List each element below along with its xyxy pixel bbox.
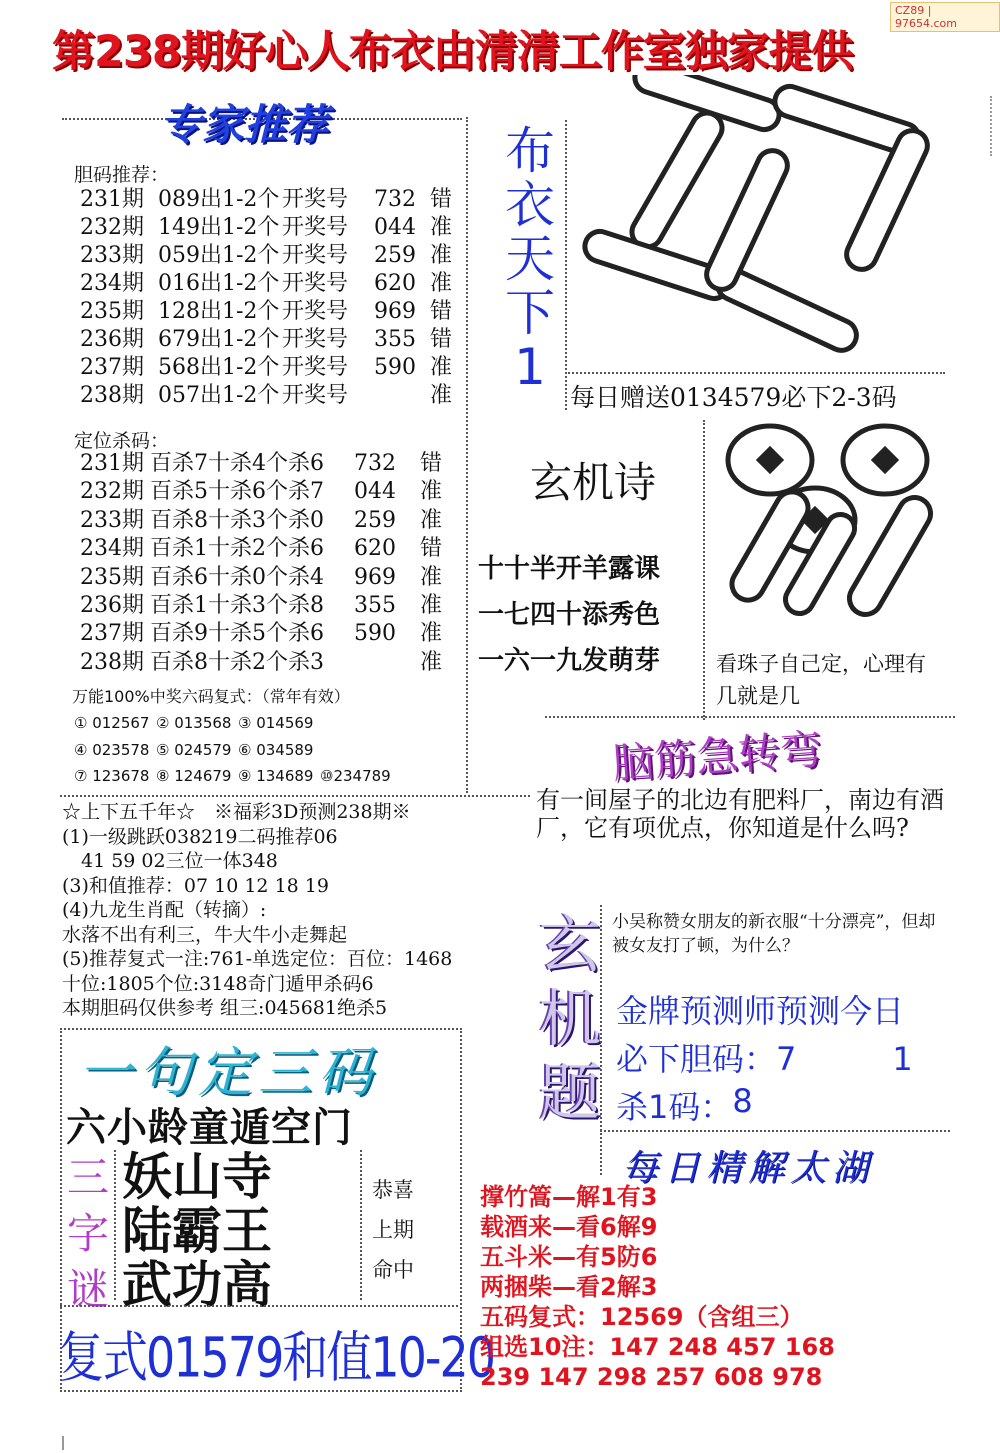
taihu-title: 每日精解太湖 xyxy=(622,1148,875,1189)
dan-label: 开奖号 xyxy=(282,215,349,240)
dan-number: 044 xyxy=(374,215,416,240)
dan-period: 237期 xyxy=(80,355,144,380)
kill-pick: 百杀1十杀3个杀8 xyxy=(150,593,324,619)
taihu-line: 撑竹篙—解1有3 xyxy=(480,1183,658,1211)
wuqian-line: 41 59 02三位一体348 xyxy=(62,850,278,872)
kill-row xyxy=(80,649,450,677)
gold-kill-label: 杀1码： xyxy=(616,1088,733,1126)
kill-list xyxy=(80,450,450,677)
wanneng-item: ④ 023578 xyxy=(74,740,150,759)
wuqian-line: (5)推荐复式一注:761-单选定位：百位：1468 xyxy=(62,948,453,970)
kill-period: 233期 xyxy=(80,507,144,533)
dan-result: 错 xyxy=(430,299,453,324)
taihu-line: 239 147 298 257 608 978 xyxy=(480,1363,823,1391)
wanneng-item: ⑦ 123678 xyxy=(74,767,150,785)
dan-period: 238期 xyxy=(80,383,144,408)
wuqian-line: 十位:1805个位:3148奇门遁甲杀码6 xyxy=(62,972,374,995)
wuqian-line: (4)九龙生肖配（转摘）: xyxy=(62,899,267,921)
kill-period: 232期 xyxy=(80,479,144,505)
dan-number: 259 xyxy=(374,243,416,268)
buyi-divider xyxy=(565,372,945,374)
buyi-vertical-title xyxy=(498,124,562,394)
kill-number xyxy=(354,649,420,677)
wuqian-line: (1)一级跳跃038219二码推荐06 xyxy=(62,825,338,848)
dan-pick: 016出1-2个 xyxy=(158,271,280,296)
taihu-line: 载酒来—看6解9 xyxy=(480,1213,658,1241)
poem-line: 十十半开羊露课 xyxy=(478,554,661,584)
xuanji-char: 机 xyxy=(538,982,601,1055)
dan-label: 开奖号 xyxy=(282,299,349,324)
poem-line: 一七四十添秀色 xyxy=(478,600,661,630)
dan-row xyxy=(80,186,460,214)
dan-row xyxy=(80,354,460,382)
kill-row xyxy=(80,535,450,563)
dan-period: 234期 xyxy=(80,271,144,296)
dan-pick: 679出1-2个 xyxy=(158,327,280,352)
xuanji-bottom-rule xyxy=(600,1130,950,1132)
taihu-line: 两捆柴—看2解3 xyxy=(480,1273,658,1301)
congrats-rule xyxy=(360,1150,362,1300)
taihu-lines xyxy=(480,1182,835,1392)
wuqian-line: ☆上下五千年☆ ※福彩3D预测238期※ xyxy=(62,801,411,823)
xuanji-char: 玄 xyxy=(538,908,601,981)
kill-number: 259 xyxy=(354,507,396,533)
xuanji-vertical-title xyxy=(535,908,605,1130)
dan-row xyxy=(80,214,460,242)
congrats-line: 上期 xyxy=(372,1218,414,1242)
dan-label: 开奖号 xyxy=(282,355,349,380)
kill-result: 错 xyxy=(420,451,443,476)
daily-gift: 每日赠送0134579必下2-3码 xyxy=(570,383,897,412)
wanneng-item: ① 012567 xyxy=(74,714,150,732)
kill-period: 231期 xyxy=(80,451,144,476)
dan-result: 准 xyxy=(430,215,453,240)
kill-number: 044 xyxy=(354,479,396,505)
kill-period: 235期 xyxy=(80,564,144,590)
sanzi-rule xyxy=(114,1150,116,1300)
wanneng-row xyxy=(74,763,402,790)
dan-list xyxy=(80,186,460,410)
kill-number: 732 xyxy=(354,451,396,476)
dan-period: 235期 xyxy=(80,299,144,324)
wuqian-line: 水落不出有利三，牛大牛小走舞起 xyxy=(62,923,348,946)
dan-number xyxy=(374,382,430,410)
kill-result: 准 xyxy=(420,593,443,619)
kill-pick: 百杀1十杀2个杀6 xyxy=(150,536,324,562)
dan-row xyxy=(80,382,460,410)
brain-question: 有一间屋子的北边有肥料厂，南边有酒厂，它有项优点，你知道是什么吗? xyxy=(536,786,944,842)
kill-result: 准 xyxy=(420,479,443,505)
poem-line: 一六一九发萌芽 xyxy=(478,646,661,676)
wanneng-item: ③ 014569 xyxy=(238,714,314,732)
kill-label: 定位杀码： xyxy=(74,430,170,452)
buyi-char: 衣 xyxy=(505,176,555,234)
kill-pick: 百杀8十杀2个杀3 xyxy=(150,649,324,675)
beads-drawing xyxy=(705,420,955,640)
kill-pick: 百杀9十杀5个杀6 xyxy=(150,621,324,647)
kill-result: 错 xyxy=(420,536,443,562)
wanneng-item: ② 013568 xyxy=(156,714,232,732)
buyi-left-rule xyxy=(565,120,567,410)
riddle-line: 妖山寺 xyxy=(122,1147,272,1206)
dan-row xyxy=(80,270,460,298)
dan-number: 620 xyxy=(374,271,416,296)
xuanji-char: 题 xyxy=(538,1056,601,1129)
dan-result: 准 xyxy=(430,271,453,296)
wuqian-line: (3)和值推荐：07 10 12 18 19 xyxy=(62,874,329,897)
dan-result: 准 xyxy=(430,355,453,380)
poem-note: 看珠子自己定，心理有几就是几 xyxy=(716,652,926,708)
dan-label: 开奖号 xyxy=(282,271,349,296)
dan-period: 236期 xyxy=(80,327,144,352)
riddle-line: 陆霸王 xyxy=(122,1201,272,1260)
expert-title: 专家推荐 xyxy=(160,100,329,149)
congrats-line: 恭喜 xyxy=(372,1178,414,1202)
kill-result: 准 xyxy=(420,507,443,533)
taihu-line: 五码复式：12569（含组三） xyxy=(480,1303,804,1331)
poem-left-rule xyxy=(703,420,705,720)
gold-title: 金牌预测师预测今日 xyxy=(616,992,905,1030)
dan-result: 准 xyxy=(430,383,453,408)
dan-pick: 089出1-2个 xyxy=(158,187,280,212)
dan-row xyxy=(80,326,460,354)
bottom-fushi: 复式01579和值10-20 xyxy=(58,1324,494,1390)
dan-result: 错 xyxy=(430,327,453,352)
buyi-char: 布 xyxy=(505,122,555,180)
dan-result: 错 xyxy=(430,187,453,212)
kill-result: 准 xyxy=(420,621,443,647)
dan-label: 开奖号 xyxy=(282,187,349,212)
edge-mark xyxy=(62,1436,64,1450)
wuqian-line: 本期胆码仅供参考 组三:045681绝杀5 xyxy=(62,997,388,1019)
watermark: CZ89 | 97654.com xyxy=(890,2,1000,32)
dan-period: 233期 xyxy=(80,243,144,268)
yiju-title: 一句定三码 xyxy=(78,1041,378,1104)
kill-result: 准 xyxy=(420,564,443,590)
buyi-char: 下 xyxy=(505,284,555,342)
kill-pick: 百杀8十杀3个杀0 xyxy=(150,507,324,533)
wanneng-item: ⑧ 124679 xyxy=(156,767,232,785)
wuqian-lines xyxy=(62,800,452,1021)
dan-pick: 059出1-2个 xyxy=(158,243,280,268)
buyi-char: 天 xyxy=(505,230,555,288)
dan-row xyxy=(80,298,460,326)
dan-number: 732 xyxy=(374,187,416,212)
dan-number: 969 xyxy=(374,299,416,324)
wanneng-row xyxy=(74,737,402,764)
wanneng-item: ⑤ 024579 xyxy=(156,740,232,759)
kill-period: 237期 xyxy=(80,621,144,647)
gold-dan-label: 必下胆码： xyxy=(616,1040,777,1078)
dan-label: 开奖号 xyxy=(282,383,349,408)
buyi-char: 1 xyxy=(514,338,546,396)
congrats-line: 命中 xyxy=(372,1258,414,1282)
kill-pick: 百杀6十杀0个杀4 xyxy=(150,564,324,590)
kill-period: 234期 xyxy=(80,536,144,562)
kill-row xyxy=(80,564,450,592)
wanneng-row xyxy=(74,710,402,737)
xuanji-question: 小吴称赞女朋友的新衣服“十分漂亮”，但却被女友打了顿，为什么？ xyxy=(612,912,936,956)
dan-pick: 128出1-2个 xyxy=(158,299,280,324)
dan-label: 开奖号 xyxy=(282,327,349,352)
dan-label: 胆码推荐： xyxy=(74,164,170,186)
sanzi-char: 三 xyxy=(66,1153,109,1202)
yiju-mid-rule xyxy=(60,1305,458,1307)
taihu-line: 组选10注：147 248 457 168 xyxy=(480,1333,835,1361)
dan-label: 开奖号 xyxy=(282,243,349,268)
kill-pick: 百杀5十杀6个杀7 xyxy=(150,479,324,505)
wanneng-item: ⑥ 034589 xyxy=(238,740,314,759)
kill-row xyxy=(80,478,450,506)
gold-dan xyxy=(616,1034,913,1080)
poem-lines xyxy=(478,546,660,684)
dan-row xyxy=(80,242,460,270)
xuanji-left-rule xyxy=(600,905,602,1175)
riddle-line: 武功高 xyxy=(122,1255,272,1314)
kill-period: 238期 xyxy=(80,649,144,675)
wanneng-list xyxy=(74,710,402,790)
dan-number: 355 xyxy=(374,327,416,352)
kill-period: 236期 xyxy=(80,593,144,619)
kill-row xyxy=(80,450,450,478)
wanneng-item: ⑨ 134689 xyxy=(238,767,314,785)
dan-period: 231期 xyxy=(80,187,144,212)
gold-kill-value: 8 xyxy=(732,1082,753,1120)
poem-title: 玄机诗 xyxy=(530,458,657,507)
abacus-drawing xyxy=(562,75,962,385)
dan-pick: 568出1-2个 xyxy=(158,355,280,380)
kill-row xyxy=(80,592,450,620)
sanzi-char: 谜 xyxy=(66,1265,109,1314)
dan-pick: 057出1-2个 xyxy=(158,383,280,408)
yiju-subtitle: 六小龄童遁空门 xyxy=(66,1105,353,1151)
gold-dan-values: 7 1 xyxy=(776,1040,913,1078)
brain-title: 脑筋急转弯 xyxy=(610,724,824,789)
kill-number: 355 xyxy=(354,593,396,619)
kill-result: 准 xyxy=(420,649,443,675)
gold-kill xyxy=(616,1082,753,1128)
kill-row xyxy=(80,507,450,535)
brain-divider xyxy=(545,716,955,718)
wanneng-item: ⑩234789 xyxy=(320,767,391,785)
dan-pick: 149出1-2个 xyxy=(158,215,280,240)
kill-pick: 百杀7十杀4个杀6 xyxy=(150,451,324,476)
dan-number: 590 xyxy=(374,355,416,380)
kill-number: 969 xyxy=(354,564,396,590)
taihu-line: 五斗米—有5防6 xyxy=(480,1243,658,1271)
edge-mark-right xyxy=(990,96,992,156)
riddle-list xyxy=(122,1147,272,1314)
kill-number: 590 xyxy=(354,621,396,647)
dan-period: 232期 xyxy=(80,215,144,240)
kill-row xyxy=(80,620,450,648)
page-title: 第238期好心人布衣由清清工作室独家提供 xyxy=(52,27,853,77)
congrats-list xyxy=(372,1170,414,1290)
dan-result: 准 xyxy=(430,243,453,268)
sanzi-char: 字 xyxy=(66,1209,109,1258)
sanzi-vertical xyxy=(64,1150,112,1318)
kill-number: 620 xyxy=(354,536,396,562)
wanneng-label: 万能100%中奖六码复式：（常年有效） xyxy=(72,687,350,706)
wuqian-top-rule xyxy=(60,795,530,797)
